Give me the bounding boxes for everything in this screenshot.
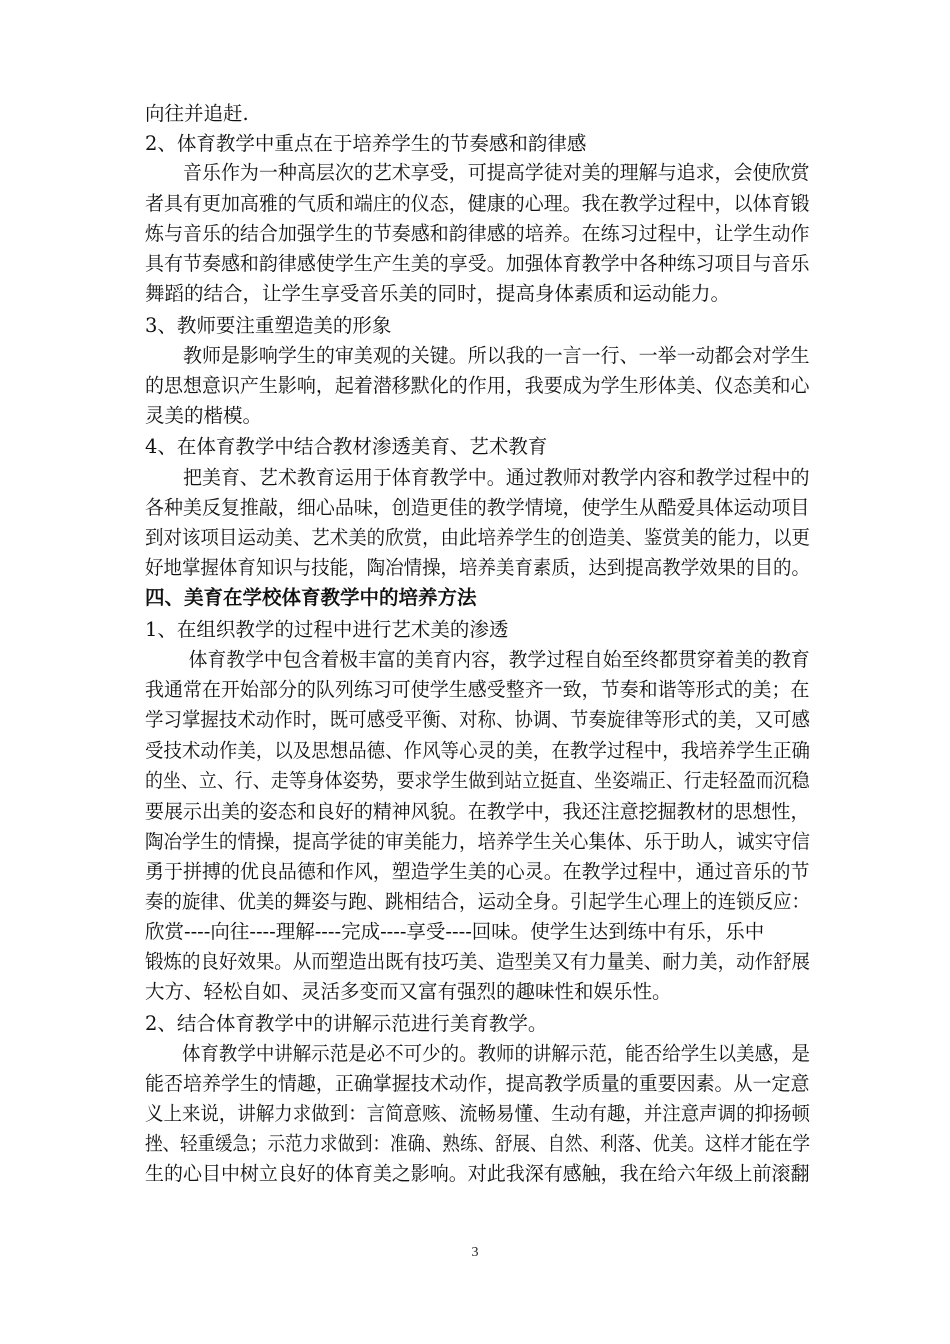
text-line: 能否培养学生的情趣，正确掌握技术动作，提高教学质量的重要因素。从一定意 <box>145 1072 810 1095</box>
text-line: 要展示出美的姿态和良好的精神风貌。在教学中，我还注意挖掘教材的思想性， <box>145 800 810 823</box>
text-line: 挫、轻重缓急；示范力求做到：准确、熟练、舒展、自然、利落、优美。这样才能在学 <box>145 1132 810 1155</box>
text-line: 锻炼的良好效果。从而塑造出既有技巧美、造型美又有力量美、耐力美，动作舒展 <box>145 950 811 973</box>
text-line: 我通常在开始部分的队列练习可使学生感受整齐一致，节奏和谐等形式的美；在 <box>145 678 810 701</box>
section-heading: 四、美育在学校体育教学中的培养方法 <box>145 586 477 609</box>
text-line: 的思想意识产生影响，起着潜移默化的作用，我要成为学生形体美、仪态美和心 <box>145 374 810 397</box>
text-line: 2、结合体育教学中的讲解示范进行美育教学。 <box>145 1012 548 1035</box>
text-line: 生的心目中树立良好的体育美之影响。对此我深有感触，我在给六年级上前滚翻 <box>145 1162 810 1185</box>
text-line: 舞蹈的结合，让学生享受音乐美的同时，提高身体素质和运动能力。 <box>145 282 731 305</box>
text-line: 奏的旋律、优美的舞姿与跑、跳相结合，运动全身。引起学生心理上的连锁反应： <box>145 890 811 913</box>
text-line: 体育教学中讲解示范是必不可少的。教师的讲解示范，能否给学生以美感，是 <box>145 1042 811 1065</box>
text-line: 欣赏----向往----理解----完成----享受----回味。使学生达到练中有乐，乐中 <box>145 920 765 943</box>
text-line: 受技术动作美，以及思想品德、作风等心灵的美，在教学过程中，我培养学生正确 <box>145 739 811 762</box>
text-line: 的坐、立、行、走等身体姿势，要求学生做到站立挺直、坐姿端正、行走轻盈而沉稳 <box>145 769 810 792</box>
text-line: 体育教学中包含着极丰富的美育内容，教学过程自始至终都贯穿着美的教育 <box>145 648 810 671</box>
text-line: 音乐作为一种高层次的艺术享受，可提高学徒对美的理解与追求，会使欣赏 <box>145 161 810 184</box>
text-line: 勇于拼搏的优良品德和作风，塑造学生美的心灵。在教学过程中，通过音乐的节 <box>145 860 810 883</box>
text-line: 好地掌握体育知识与技能，陶冶情操，培养美育素质，达到提高教学效果的目的。 <box>145 556 811 579</box>
text-line: 把美育、艺术教育运用于体育教学中。通过教师对教学内容和教学过程中的 <box>145 466 810 489</box>
text-line: 陶冶学生的情操，提高学徒的审美能力，培养学生关心集体、乐于助人，诚实守信 <box>145 830 811 853</box>
text-line: 学习掌握技术动作时，既可感受平衡、对称、协调、节奏旋律等形式的美，又可感 <box>145 708 811 731</box>
text-line: 炼与音乐的结合加强学生的节奏感和韵律感的培养。在练习过程中，让学生动作 <box>145 222 810 245</box>
text-line: 大方、轻松自如、灵活多变而又富有强烈的趣味性和娱乐性。 <box>145 980 672 1003</box>
text-line: 到对该项目运动美、艺术美的欣赏，由此培养学生的创造美、鉴赏美的能力，以更 <box>145 526 811 549</box>
text-line: 具有节奏感和韵律感使学生产生美的享受。加强体育教学中各种练习项目与音乐 <box>145 252 810 275</box>
text-line: 者具有更加高雅的气质和端庄的仪态，健康的心理。我在教学过程中，以体育锻 <box>145 192 810 215</box>
text-line: 灵美的楷模。 <box>145 404 263 427</box>
text-line: 2、体育教学中重点在于培养学生的节奏感和韵律感 <box>145 132 587 155</box>
page-number: 3 <box>471 1245 479 1260</box>
text-line: 教师是影响学生的审美观的关键。所以我的一言一行、一举一动都会对学生 <box>145 344 810 367</box>
text-line: 义上来说，讲解力求做到：言简意赅、流畅易懂、生动有趣，并注意声调的抑扬顿 <box>145 1102 811 1125</box>
text-line: 3、教师要注重塑造美的形象 <box>145 314 392 337</box>
text-line: 1、在组织教学的过程中进行艺术美的渗透 <box>145 618 509 641</box>
text-line: 4、在体育教学中结合教材渗透美育、艺术教育 <box>145 435 548 458</box>
text-line: 向往并追赶. <box>145 102 249 125</box>
text-line: 各种美反复推敲，细心品味，创造更佳的教学情境，使学生从酷爱具体运动项目 <box>145 496 810 519</box>
